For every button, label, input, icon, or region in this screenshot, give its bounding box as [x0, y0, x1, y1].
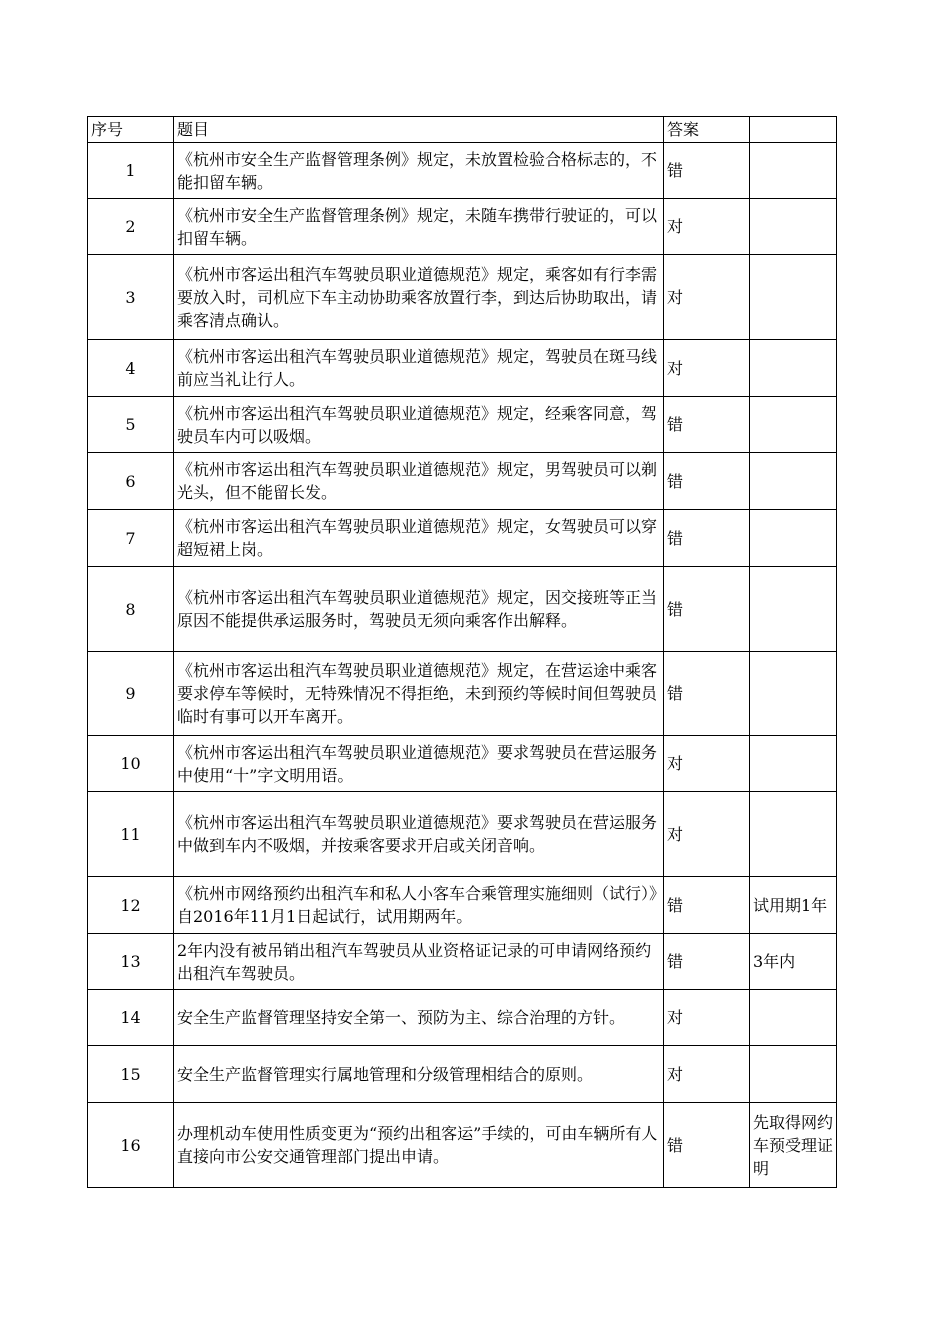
table-row [88, 143, 837, 199]
row-note [750, 736, 837, 792]
row-answer: 错 [664, 143, 750, 199]
row-question: 办理机动车使用性质变更为“预约出租客运”手续的，可由车辆所有人直接向市公安交通管理部门提出申请。 [174, 1103, 664, 1188]
row-answer: 错 [664, 453, 750, 510]
table-row [88, 736, 837, 792]
header-question: 题目 [174, 117, 664, 143]
row-number: 5 [88, 397, 174, 453]
row-question: 《杭州市安全生产监督管理条例》规定，未放置检验合格标志的，不能扣留车辆。 [174, 143, 664, 199]
row-note [750, 143, 837, 199]
row-question: 《杭州市客运出租汽车驾驶员职业道德规范》规定，经乘客同意，驾驶员车内可以吸烟。 [174, 397, 664, 453]
table-row [88, 199, 837, 255]
row-note [750, 567, 837, 652]
row-question: 《杭州市客运出租汽车驾驶员职业道德规范》规定，在营运途中乘客要求停车等候时，无特殊情况不得拒绝，未到预约等候时间但驾驶员临时有事可以开车离开。 [174, 652, 664, 736]
header-number: 序号 [88, 117, 174, 143]
row-note: 3年内 [750, 934, 837, 990]
table-row [88, 652, 837, 736]
header-note [750, 117, 837, 143]
row-note [750, 1046, 837, 1103]
row-number: 11 [88, 792, 174, 877]
row-number: 2 [88, 199, 174, 255]
table-row [88, 567, 837, 652]
row-number: 4 [88, 340, 174, 397]
row-number: 7 [88, 510, 174, 567]
row-note [750, 199, 837, 255]
row-answer: 对 [664, 255, 750, 340]
row-note [750, 792, 837, 877]
table-row [88, 255, 837, 340]
row-number: 3 [88, 255, 174, 340]
table-row [88, 1046, 837, 1103]
table-row [88, 1103, 837, 1188]
table-row [88, 453, 837, 510]
row-question: 《杭州市安全生产监督管理条例》规定，未随车携带行驶证的，可以扣留车辆。 [174, 199, 664, 255]
row-answer: 错 [664, 1103, 750, 1188]
table-header-row [88, 117, 837, 143]
row-answer: 对 [664, 990, 750, 1046]
row-answer: 对 [664, 340, 750, 397]
row-question: 安全生产监督管理坚持安全第一、预防为主、综合治理的方针。 [174, 990, 664, 1046]
row-answer: 对 [664, 736, 750, 792]
row-question: 《杭州市网络预约出租汽车和私人小客车合乘管理实施细则（试行）》自2016年11月1日起试行，试用期两年。 [174, 877, 664, 934]
row-question: 《杭州市客运出租汽车驾驶员职业道德规范》规定，驾驶员在斑马线前应当礼让行人。 [174, 340, 664, 397]
row-answer: 对 [664, 199, 750, 255]
table-row [88, 877, 837, 934]
row-number: 1 [88, 143, 174, 199]
row-question: 安全生产监督管理实行属地管理和分级管理相结合的原则。 [174, 1046, 664, 1103]
row-answer: 错 [664, 934, 750, 990]
row-question: 《杭州市客运出租汽车驾驶员职业道德规范》要求驾驶员在营运服务中使用“十”字文明用语。 [174, 736, 664, 792]
row-question: 《杭州市客运出租汽车驾驶员职业道德规范》规定，乘客如有行李需要放入时，司机应下车主动协助乘客放置行李，到达后协助取出，请乘客清点确认。 [174, 255, 664, 340]
row-answer: 错 [664, 877, 750, 934]
row-number: 9 [88, 652, 174, 736]
row-number: 6 [88, 453, 174, 510]
row-answer: 错 [664, 567, 750, 652]
row-note: 先取得网约车预受理证明 [750, 1103, 837, 1188]
row-number: 15 [88, 1046, 174, 1103]
row-note [750, 510, 837, 567]
row-number: 16 [88, 1103, 174, 1188]
row-answer: 错 [664, 397, 750, 453]
row-answer: 对 [664, 1046, 750, 1103]
table-row [88, 510, 837, 567]
row-answer: 错 [664, 652, 750, 736]
row-note [750, 340, 837, 397]
row-note [750, 652, 837, 736]
row-question: 《杭州市客运出租汽车驾驶员职业道德规范》规定，男驾驶员可以剃光头，但不能留长发。 [174, 453, 664, 510]
row-number: 13 [88, 934, 174, 990]
row-note [750, 397, 837, 453]
row-number: 10 [88, 736, 174, 792]
row-question: 《杭州市客运出租汽车驾驶员职业道德规范》要求驾驶员在营运服务中做到车内不吸烟，并按乘客要求开启或关闭音响。 [174, 792, 664, 877]
table-row [88, 990, 837, 1046]
row-number: 12 [88, 877, 174, 934]
table-row [88, 934, 837, 990]
row-number: 14 [88, 990, 174, 1046]
row-note: 试用期1年 [750, 877, 837, 934]
row-note [750, 453, 837, 510]
row-answer: 错 [664, 510, 750, 567]
row-note [750, 255, 837, 340]
table-row [88, 397, 837, 453]
table-row [88, 340, 837, 397]
question-answer-table [87, 116, 837, 1188]
row-question: 《杭州市客运出租汽车驾驶员职业道德规范》规定，女驾驶员可以穿超短裙上岗。 [174, 510, 664, 567]
header-answer: 答案 [664, 117, 750, 143]
row-question: 《杭州市客运出租汽车驾驶员职业道德规范》规定，因交接班等正当原因不能提供承运服务时，驾驶员无须向乘客作出解释。 [174, 567, 664, 652]
table-body [88, 143, 837, 1188]
table-row [88, 792, 837, 877]
row-number: 8 [88, 567, 174, 652]
row-note [750, 990, 837, 1046]
row-answer: 对 [664, 792, 750, 877]
row-question: 2年内没有被吊销出租汽车驾驶员从业资格证记录的可申请网络预约出租汽车驾驶员。 [174, 934, 664, 990]
